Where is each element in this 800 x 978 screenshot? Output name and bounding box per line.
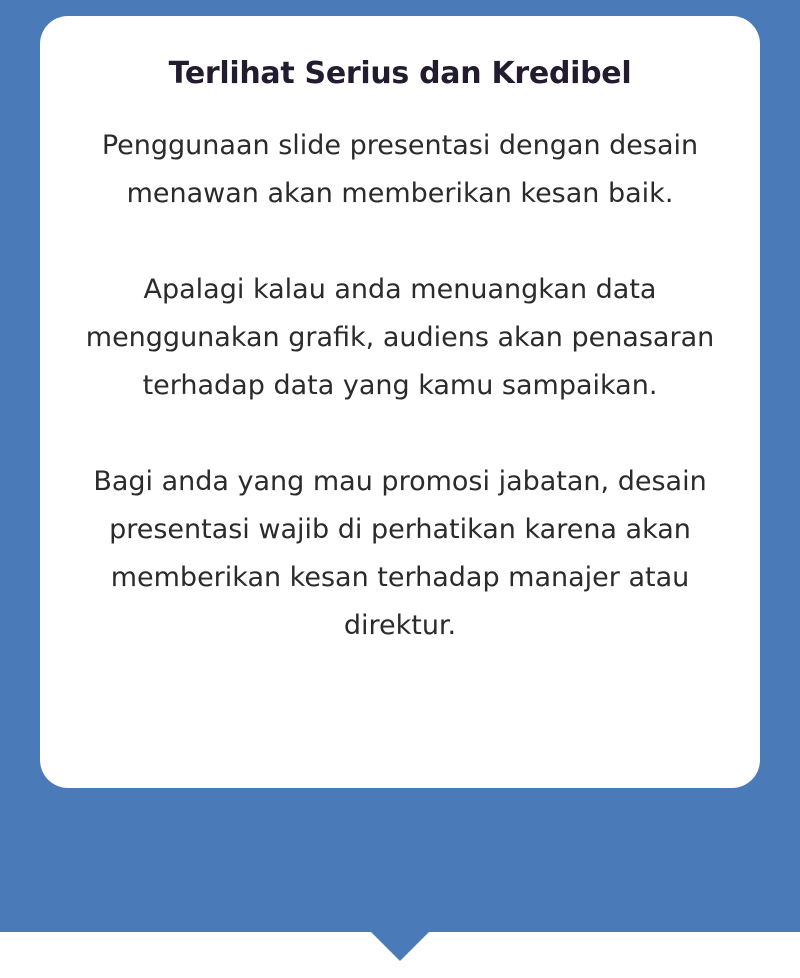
card-paragraph-1: Penggunaan slide presentasi dengan desain menawan akan memberikan kesan baik. <box>101 130 699 209</box>
card-paragraph-3: Bagi anda yang mau promosi jabatan, desain presentasi wajib di perhatikan karena akan memberikan kesan terhadap manajer atau direktur. <box>93 466 707 641</box>
card-title: Terlihat Serius dan Kredibel <box>168 56 632 91</box>
card-body <box>74 122 726 650</box>
down-arrow-pointer-icon <box>370 931 430 961</box>
card-paragraph-2: Apalagi kalau anda menuangkan data menggunakan grafik, audiens akan penasaran terhadap data yang kamu sampaikan. <box>85 274 715 401</box>
info-card <box>40 16 760 788</box>
